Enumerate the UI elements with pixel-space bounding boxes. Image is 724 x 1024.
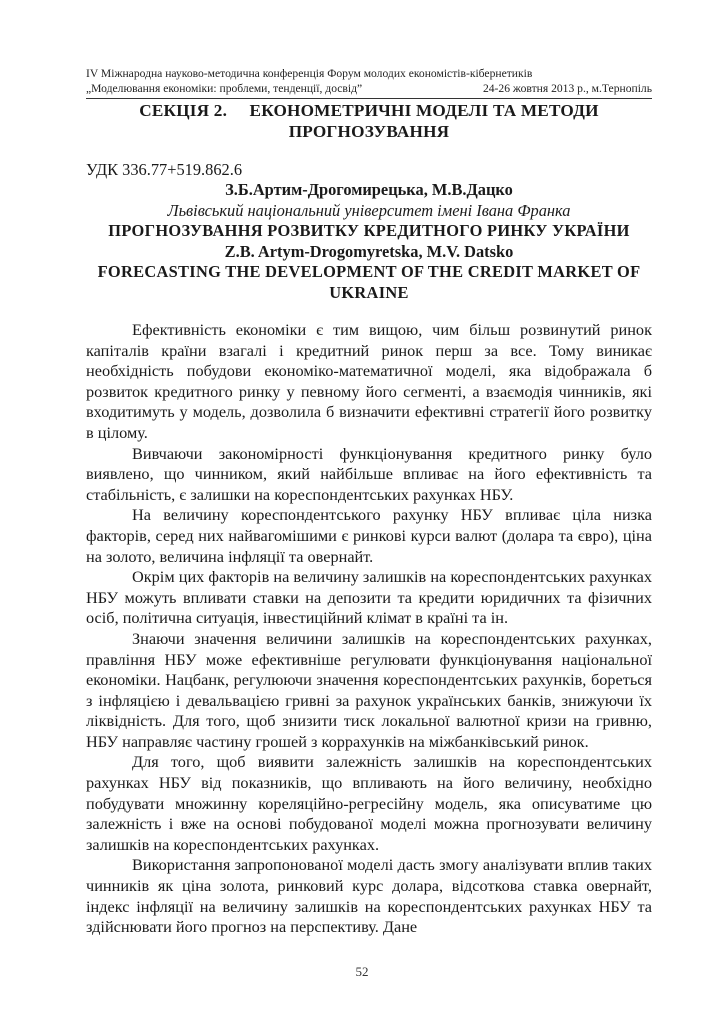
header-divider — [86, 98, 652, 99]
paragraph: Ефективність економіки є тим вищою, чим більш розвинутий ринок капіталів країни взагалі і кредитний ринок перш за все. Тому виникає необхідність побудови економіко-математичної моделі, яка відображала б розвиток кредитного ринку у певному його сегменті, а взаємодія чинників, які входитимуть у модель, дозволила б визначити ефективні стратегії його розвитку в цілому. — [86, 320, 652, 442]
article-body — [86, 320, 652, 938]
header-second-line — [86, 81, 652, 96]
article-title-block — [86, 180, 652, 303]
article-title-en-line-2: UKRAINE — [329, 282, 409, 302]
section-title-line-1: СЕКЦІЯ 2. ЕКОНОМЕТРИЧНІ МОДЕЛІ ТА МЕТОДИ — [139, 101, 599, 120]
paragraph: Використання запропонованої моделі дасть змогу аналізувати вплив таких чинників як ціна золота, ринковий курс долара, відсоткова ставка овернайт, індекс інфляції на величину залишків на кореспондентських рахунках НБУ та здійснювати його прогноз на перспективу. Дане — [86, 855, 652, 937]
paragraph: Вивчаючи закономірності функціонування кредитного ринку було виявлено, що чинником, який найбільше впливає на його ефективність та стабільність, є залишки на кореспондентських рахунках НБУ. — [86, 443, 652, 504]
authors-ua: З.Б.Артим-Дрогомирецька, М.В.Дацко — [225, 180, 513, 199]
udk-code: УДК 336.77+519.862.6 — [86, 160, 243, 179]
paragraph: На величину кореспондентського рахунку НБУ впливає ціла низка факторів, серед них найвагомішими є ринкові курси валют (долара та євро), ціна на золото, величина інфляції та овернайт. — [86, 505, 652, 566]
article-title-ua: ПРОГНОЗУВАННЯ РОЗВИТКУ КРЕДИТНОГО РИНКУ УКРАЇНИ — [108, 221, 630, 240]
header-conference-line: IV Міжнародна науково-методична конференція Форум молодих економістів-кібернетиків — [86, 67, 533, 80]
header-conference-topic: „Моделювання економіки: проблеми, тенденції, досвід” — [86, 82, 363, 95]
running-header — [86, 66, 652, 96]
paragraph: Знаючи значення величини залишків на кореспондентських рахунках, правління НБУ може ефективніше регулювати функціонування національної економіки. Нацбанк, регулюючи значення кореспондентських рахунків, бореться з інфляцією і девальвацією гривні за рахунок українських банків, знижуючи їх ліквідність. Для того, щоб знизити тиск локальної валютної кризи на гривню, НБУ направляє частину грошей з коррахунків на міжбанківський ринок. — [86, 628, 652, 751]
paragraph: Окрім цих факторів на величину залишків на кореспондентських рахунках НБУ можуть впливати ставки на депозити та кредити юридичних та фізичних осіб, політична ситуація, інвестиційний клімат в країні та ін. — [86, 567, 652, 628]
article-title-en-line-1: FORECASTING THE DEVELOPMENT OF THE CREDIT MARKET OF — [97, 262, 641, 281]
page-number: 52 — [355, 964, 369, 979]
paragraph: Для того, щоб виявити залежність залишків на кореспондентських рахунках НБУ від показників, що впливають на його величину, необхідно побудувати множинну кореляційно-регресійну модель, яка описуватиме цю залежність і вже на основі побудованої моделі можна прогнозувати величину залишків на кореспондентських рахунках. — [86, 752, 652, 854]
section-title-line-2: ПРОГНОЗУВАННЯ — [288, 122, 450, 141]
header-conference-date-place: 24-26 жовтня 2013 р., м.Тернопіль — [482, 82, 652, 95]
authors-en: Z.B. Artym-Drogomyretska, M.V. Datsko — [224, 241, 514, 261]
section-title — [86, 100, 652, 142]
affiliation: Львівський національний університет імені Івана Франка — [167, 200, 571, 220]
